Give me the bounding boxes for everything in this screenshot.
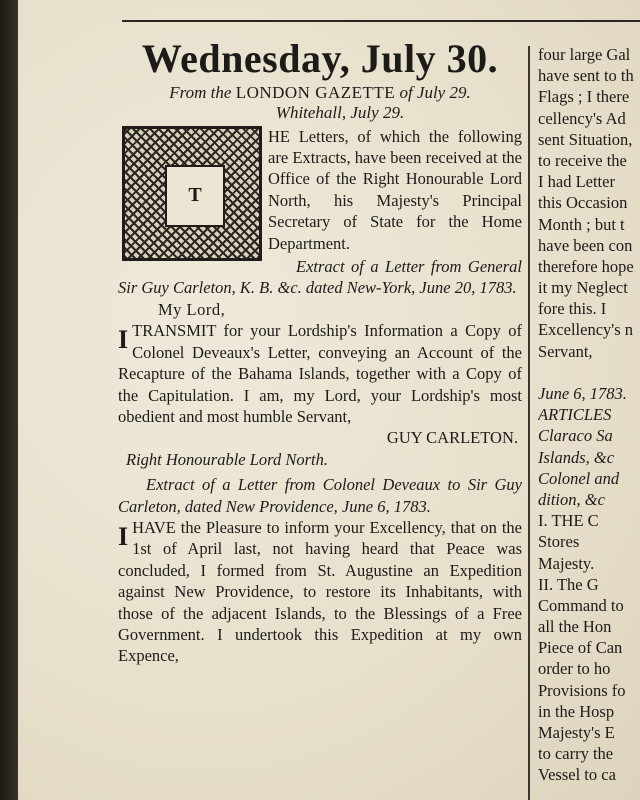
column2-line: have sent to th [538, 66, 634, 86]
intro-paragraph [118, 126, 522, 254]
addressee: Right Honourable Lord North. [126, 449, 328, 469]
column2-line: Servant, [538, 341, 593, 361]
source-suffix: of July 29. [399, 83, 471, 102]
column2-line: dition, &c [538, 489, 605, 509]
newspaper-page [18, 0, 640, 800]
column2-line: all the Hon [538, 617, 612, 637]
page-edge-shadow [0, 0, 18, 800]
source-prefix: From the [169, 83, 232, 102]
letter2-body: HAVE the Pleasure to inform your Excellency, that on the 1st of April last, not having heard that Peace was concluded, I formed from St. Augustine an Expedition against New Providence, to restore its Inhabitants, with those of the adjacent Islands, to the Blessings of a Free Government. I undertook this Expedition at my own Expence, [118, 517, 522, 666]
column2-line: therefore hope [538, 256, 634, 276]
drop-cap-letter: T [165, 165, 225, 227]
column2-line: II. The G [538, 574, 599, 594]
column2-line: Flags ; I there [538, 87, 630, 107]
column2-line: have been con [538, 235, 633, 255]
ornamental-drop-cap-icon [122, 126, 262, 261]
column2-line: cellency's Ad [538, 108, 626, 128]
column2-line: Colonel and [538, 468, 620, 488]
column2-line: fore this. I [538, 299, 607, 319]
column2-line: Stores [538, 532, 580, 552]
column2-line: ARTICLES [538, 405, 612, 425]
column2-line: Provisions fo [538, 680, 626, 700]
column2-line: Islands, &c [538, 447, 615, 467]
column2-line: Month ; but t [538, 214, 625, 234]
column2-line: in the Hosp [538, 701, 615, 721]
letter2-paragraph [118, 517, 522, 667]
column2-line: sent Situation, [538, 129, 633, 149]
column-right [538, 44, 640, 786]
column2-line: I. THE C [538, 511, 599, 531]
column2-line: June 6, 1783. [538, 384, 627, 403]
place-dateline: Whitehall, July 29. [275, 103, 405, 123]
column2-line: order to ho [538, 659, 611, 679]
intro-text: HE Letters, of which the following are Extracts, have been received at the Office of the Right Honourable Lord North, his Majesty's Principal Secretary of State for the Home Department. [268, 126, 522, 253]
top-rule [122, 20, 640, 22]
column-left [118, 30, 522, 667]
salutation: My Lord, [158, 299, 226, 319]
column2-line: Majesty's E [538, 723, 615, 742]
column2-line: Claraco Sa [538, 426, 613, 446]
column2-line [538, 362, 640, 383]
column2-line: four large Gal [538, 45, 631, 64]
column2-line: Majesty. [538, 553, 595, 573]
letter1-body: TRANSMIT for your Lordship's Information a Copy of Colonel Deveaux's Letter, conveying an Account of the Recapture of the Bahama Islands, together with a Copy of the Capitulation. I am, my Lord, your Lordship's most obedient and most humble Servant, [118, 321, 522, 426]
column-divider [528, 46, 530, 800]
source-name: LONDON GAZETTE [235, 83, 396, 102]
letter2-initial: I [118, 521, 129, 551]
column2-line: Command to [538, 595, 624, 615]
column2-line: Piece of Can [538, 638, 623, 658]
extract1-heading: Extract of a Letter from General Sir Guy Carleton, K. B. &c. dated New-York, June 20, 1783. [118, 257, 522, 298]
source-line [118, 82, 522, 103]
extract2-heading: Extract of a Letter from Colonel Deveaux to Sir Guy Carleton, dated New Providence, June 6, 1783. [118, 475, 522, 516]
column2-line: it my Neglect [538, 278, 628, 298]
column2-line: to receive the [538, 150, 627, 170]
issue-date: Wednesday, July 30. [141, 36, 499, 81]
letter1-initial: I [118, 325, 129, 355]
column2-line: Vessel to ca [538, 765, 616, 785]
column2-line: to carry the [538, 744, 614, 764]
column2-line: Excellency's n [538, 320, 634, 340]
letter1-signature: GUY CARLETON. [386, 428, 518, 448]
letter1-paragraph [118, 320, 522, 427]
column2-line: this Occasion [538, 193, 628, 213]
column2-line: I had Letter [538, 172, 615, 192]
